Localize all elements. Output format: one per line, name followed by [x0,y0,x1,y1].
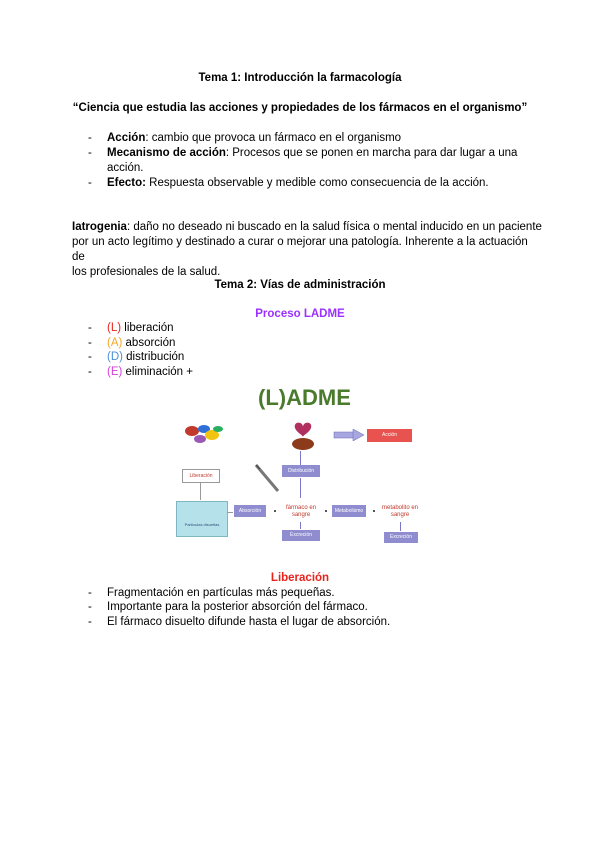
excrecion-box-1: Excreción [282,530,320,541]
term-text: Respuesta observable y medible como consecuencia de la acción. [145,177,489,189]
diagram-title: (L)ADME [258,385,351,410]
excrecion-box-2: Excreción [384,532,418,543]
ladme-diagram [170,385,430,555]
connector-line [200,482,201,500]
farmaco-en-sangre-label: fármaco en sangre [285,505,316,518]
term: Mecanismo de acción [107,147,226,159]
pills-icon [182,421,226,447]
ladme-code: (E) [107,366,123,378]
definition-quote: “Ciencia que estudia las acciones y propiedades de los fármacos en el organismo” [72,102,528,114]
iatrogenia-paragraph: Iatrogenia: daño no deseado ni buscado en la salud física o mental inducido en un paciente por un acto legítimo y destinado a curar o mejorar una patología. Inherente a la actuación de los profesionales de la salud. [72,221,542,278]
iatrogenia-term: Iatrogenia [72,221,127,233]
syringe-icon [254,463,280,493]
term: Acción [107,132,146,144]
heart-organs-icon [288,415,318,451]
dot [274,510,276,512]
metabolito-en-sangre-label: metabolito en sangre [381,505,419,518]
absorcion-box: Absorción [234,505,266,517]
liberacion-box: Liberación [182,469,220,483]
tema1-title: Tema 1: Introducción la farmacología [198,72,402,84]
arrow-right-icon [333,429,365,441]
arrow-down [400,522,401,531]
accion-box: Acción [367,429,412,442]
particulas-label: Partículas disueltas [184,522,220,527]
dot [325,510,327,512]
distribucion-box: Distribución [282,465,320,477]
arrow-down [300,478,301,498]
tema2-title: Tema 2: Vías de administración [214,279,386,291]
dot [373,510,375,512]
liberacion-heading: Liberación [270,572,330,584]
ladme-heading: Proceso LADME [255,308,345,320]
term-text: : cambio que provoca un fármaco en el organismo [145,132,402,144]
term-text: : Procesos que se ponen en marcha para dar lugar a una [225,147,518,159]
term: Efecto: [107,177,146,189]
ladme-code: (A) [107,337,123,349]
connector-line [227,512,233,513]
metabolismo-box: Metabolismo [332,505,366,517]
ladme-code: (L) [107,322,122,334]
particulas-region [176,501,228,537]
ladme-code: (D) [107,351,123,363]
arrow-down [300,522,301,529]
